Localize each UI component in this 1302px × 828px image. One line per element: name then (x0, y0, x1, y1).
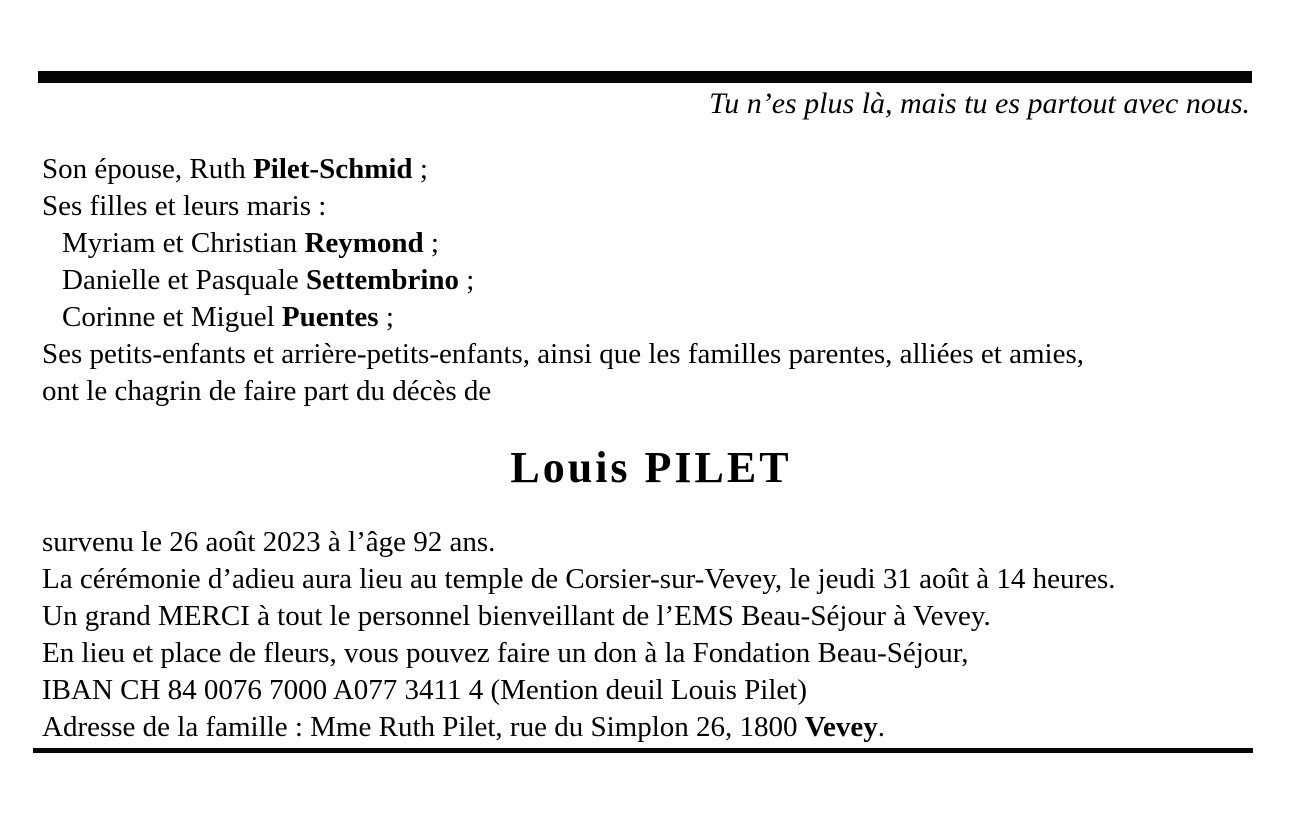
family-line-grandchildren-text: Ses petits-enfants et arrière-petits-enfants, ainsi que les familles parentes, alliées et amies, (42, 338, 1085, 370)
family-line-daughter-2-punct: ; (459, 264, 475, 296)
family-line-spouse (42, 151, 1262, 188)
family-line-daughter-2 (42, 262, 1262, 299)
family-line-daughter-1 (42, 225, 1262, 262)
ceremony-details-block (42, 524, 1282, 746)
family-line-daughter-3-surname: Puentes (281, 301, 379, 333)
family-line-daughter-1-text: Myriam et Christian (62, 227, 305, 259)
family-line-daughters-intro (42, 188, 1262, 225)
details-line-address-punct: . (877, 711, 886, 743)
details-line-donation-text: En lieu et place de fleurs, vous pouvez faire un don à la Fondation Beau-Séjour, (42, 637, 969, 669)
deceased-name: Louis PILET (510, 443, 792, 492)
family-line-daughter-3 (42, 299, 1262, 336)
details-line-address-text: Adresse de la famille : Mme Ruth Pilet, rue du Simplon 26, 1800 (42, 711, 805, 743)
details-line-address-city: Vevey (804, 711, 878, 743)
bottom-rule (33, 748, 1253, 753)
family-line-closing-text: ont le chagrin de faire part du décès de (42, 375, 492, 407)
details-line-donation (42, 635, 1282, 672)
family-line-daughter-1-punct: ; (423, 227, 439, 259)
family-line-closing (42, 373, 1262, 410)
details-line-address (42, 709, 1282, 746)
details-line-iban (42, 672, 1282, 709)
family-line-spouse-text: Son épouse, Ruth (42, 153, 254, 185)
family-line-grandchildren (42, 336, 1262, 373)
details-line-thanks (42, 598, 1282, 635)
details-line-ceremony-text: La cérémonie d’adieu aura lieu au temple de Corsier-sur-Vevey, le jeudi 31 août à 14 heures. (42, 563, 1116, 595)
family-line-spouse-punct: ; (412, 153, 428, 185)
details-line-ceremony (42, 561, 1282, 598)
details-line-iban-text: IBAN CH 84 0076 7000 A077 3411 4 (Mention deuil Louis Pilet) (42, 674, 807, 706)
family-line-daughter-3-text: Corinne et Miguel (62, 301, 282, 333)
details-line-death-date (42, 524, 1282, 561)
top-rule (38, 71, 1252, 83)
family-line-daughter-2-text: Danielle et Pasquale (62, 264, 306, 296)
family-line-daughter-3-punct: ; (378, 301, 394, 333)
details-line-death-date-text: survenu le 26 août 2023 à l’âge 92 ans. (42, 526, 496, 558)
family-line-daughter-2-surname: Settembrino (306, 264, 460, 296)
family-line-daughters-intro-text: Ses filles et leurs maris : (42, 190, 327, 222)
family-line-spouse-surname: Pilet-Schmid (253, 153, 413, 185)
epigraph-quote: Tu n’es plus là, mais tu es partout avec nous. (709, 87, 1250, 120)
family-announcement-block (42, 151, 1262, 410)
family-line-daughter-1-surname: Reymond (304, 227, 424, 259)
details-line-thanks-text: Un grand MERCI à tout le personnel bienveillant de l’EMS Beau-Séjour à Vevey. (42, 600, 991, 632)
